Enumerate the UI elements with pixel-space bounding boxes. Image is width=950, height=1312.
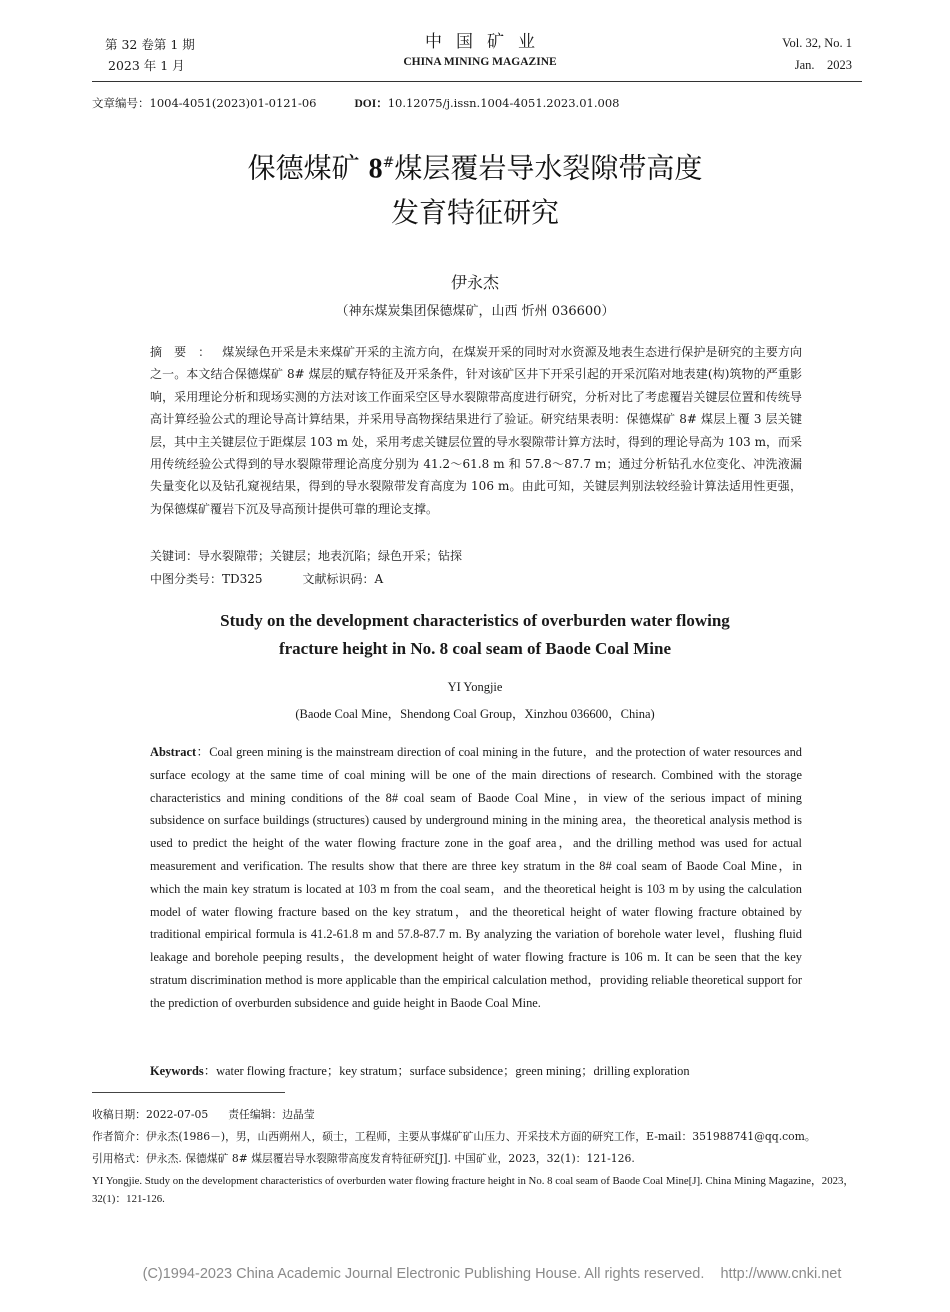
footnote-author-bio: 作者简介：伊永杰(1986－)，男，山西朔州人，硕士，工程师，主要从事煤矿矿山压力、开采技术方面的研究工作，E-mail：351988741@qq.com。 — [92, 1130, 816, 1143]
article-meta — [92, 95, 619, 112]
english-title-line-1: Study on the development characteristics of overburden water flowing — [220, 611, 730, 630]
doi-value: 10.12075/j.issn.1004-4051.2023.01.008 — [387, 96, 620, 110]
received-date: 收稿日期：2022-07-05 — [92, 1108, 209, 1121]
date-cn: 2023 年 1 月 — [108, 58, 185, 73]
abstract-en-text: ：Coal green mining is the mainstream direction of coal mining in the future，and the protection of water resources and surface ecology at the same time of coal mining will be one of the main directions of research. Combined with the storage characteristics and mining conditions of the 8# coal seam of Baode Coal Mine，in view of the serious impact of mining subsidence on surface buildings (structures) caused by underground mining in the mining area，the theoretical analysis method is used to predict the height of the water flowing fracture zone in the goaf area，and the drilling method was used for actual measurement and verification. The results show that there are three key stratum in the 8# coal seam of Baode Coal Mine，in which the main key stratum is located at 103 m from the coal seam，and the theoretical height is 103 m by using the calculation model of water flowing fracture based on the key stratum，and the theoretical height of water flowing fracture obtained by traditional empirical formula is 41.2-61.8 m and 57.8-87.7 m. By analyzing the variation of borehole water level，flushing fluid leakage and borehole peeping results，the development height of water flowing fracture is 106 m. It can be seen that the key stratum discrimination method is more applicable than the empirical calculation method，providing reliable theoretical support for the prediction of overburden subsidence and guide height in Baode Coal Mine. — [150, 745, 802, 1010]
doi-label: DOI： — [354, 98, 388, 110]
keywords-en — [150, 1060, 690, 1082]
author-name: 伊永杰 — [450, 273, 499, 292]
footnote-received — [92, 1106, 872, 1124]
english-title — [120, 607, 830, 663]
literature-code: 文献标识码：A — [302, 572, 384, 586]
abstract-cn — [150, 341, 802, 520]
copyright-watermark: (C)1994-2023 China Academic Journal Electronic Publishing House. All rights reserved. http://www.cnki.net — [142, 1266, 842, 1282]
journal-name-en: CHINA MINING MAGAZINE — [403, 56, 557, 68]
english-author: YI Yongjie — [447, 680, 503, 694]
volume-en: Vol. 32, No. 1 — [782, 36, 852, 50]
classification — [150, 568, 383, 590]
journal-name-cn: 中国矿业 — [425, 32, 549, 52]
page-title — [100, 141, 850, 235]
header-divider — [92, 81, 862, 82]
footnote-citation-cn: 引用格式：伊永杰. 保德煤矿 8# 煤层覆岩导水裂隙带高度发育特征研究[J]. 中国矿业，2023，32(1)：121-126. — [92, 1152, 635, 1165]
article-number: 文章编号：1004-4051(2023)01-0121-06 — [92, 96, 317, 110]
volume-cn: 第 32 卷第 1 期 — [105, 37, 195, 52]
keywords-en-label: Keywords — [150, 1064, 204, 1078]
header-left — [105, 34, 195, 76]
journal-masthead — [360, 31, 600, 71]
keywords-en-text: ：water flowing fracture；key stratum；surface subsidence；green mining；drilling exploration — [203, 1064, 690, 1078]
abstract-cn-label: 摘要： — [150, 345, 223, 359]
header-right — [782, 32, 852, 76]
abstract-en — [150, 741, 802, 1015]
doi[interactable] — [354, 96, 619, 110]
title-line-2: 发育特征研究 — [390, 196, 559, 230]
responsible-editor: 责任编辑：边晶莹 — [228, 1108, 315, 1121]
abstract-en-label: Abstract — [150, 745, 197, 759]
abstract-cn-text: 煤炭绿色开采是未来煤矿开采的主流方向，在煤炭开采的同时对水资源及地表生态进行保护是研究的主要方向之一。本文结合保德煤矿 8# 煤层的赋存特征及开采条件，针对该矿区井下开采引起的开采沉陷对地表建(构)筑物的严重影响，采用理论分析和现场实测的方法对该工作面采空区导水裂隙带高度进行研究，分析对比了考虑覆岩关键层位置和传统导高计算经验公式的理论导高计算结果，并采用导高物探结果进行了验证。研究结果表明：保德煤矿 8# 煤层上覆 3 层关键层，其中主关键层位于距煤层 103 m 处，采用考虑关键层位置的导水裂隙带计算方法时，得到的理论导高为 103 m，而采用传统经验公式得到的导水裂隙带理论高度分别为 41.2～61.8 m 和 57.8～87.7 m；通过分析钻孔水位变化、冲洗液漏失量变化以及钻孔窥视结果，得到的导水裂隙带发育高度为 106 m。由此可知，关键层判别法较经验计算法适用性更强，为保德煤矿覆岩下沉及导高预计提供可靠的理论支撑。 — [150, 345, 802, 516]
title-line-1: 保德煤矿 8#煤层覆岩导水裂隙带高度 — [247, 151, 703, 185]
keywords-cn: 关键词：导水裂隙带；关键层；地表沉陷；绿色开采；钻探 — [150, 549, 463, 563]
footnote-divider — [92, 1092, 285, 1093]
date-en: Jan. 2023 — [794, 58, 852, 72]
english-affiliation: (Baode Coal Mine，Shendong Coal Group，Xinzhou 036600，China) — [295, 707, 655, 721]
author-affiliation: （神东煤炭集团保德煤矿，山西 忻州 036600） — [335, 304, 615, 319]
english-title-line-2: fracture height in No. 8 coal seam of Baode Coal Mine — [278, 639, 672, 658]
footnote-citation-en: YI Yongjie. Study on the development characteristics of overburden water flowing fracture height in No. 8 coal seam of Baode Coal Mine[J]. China Mining Magazine，2023，32(1)：121-126. — [92, 1175, 855, 1205]
clc-number: 中图分类号：TD325 — [150, 572, 263, 586]
